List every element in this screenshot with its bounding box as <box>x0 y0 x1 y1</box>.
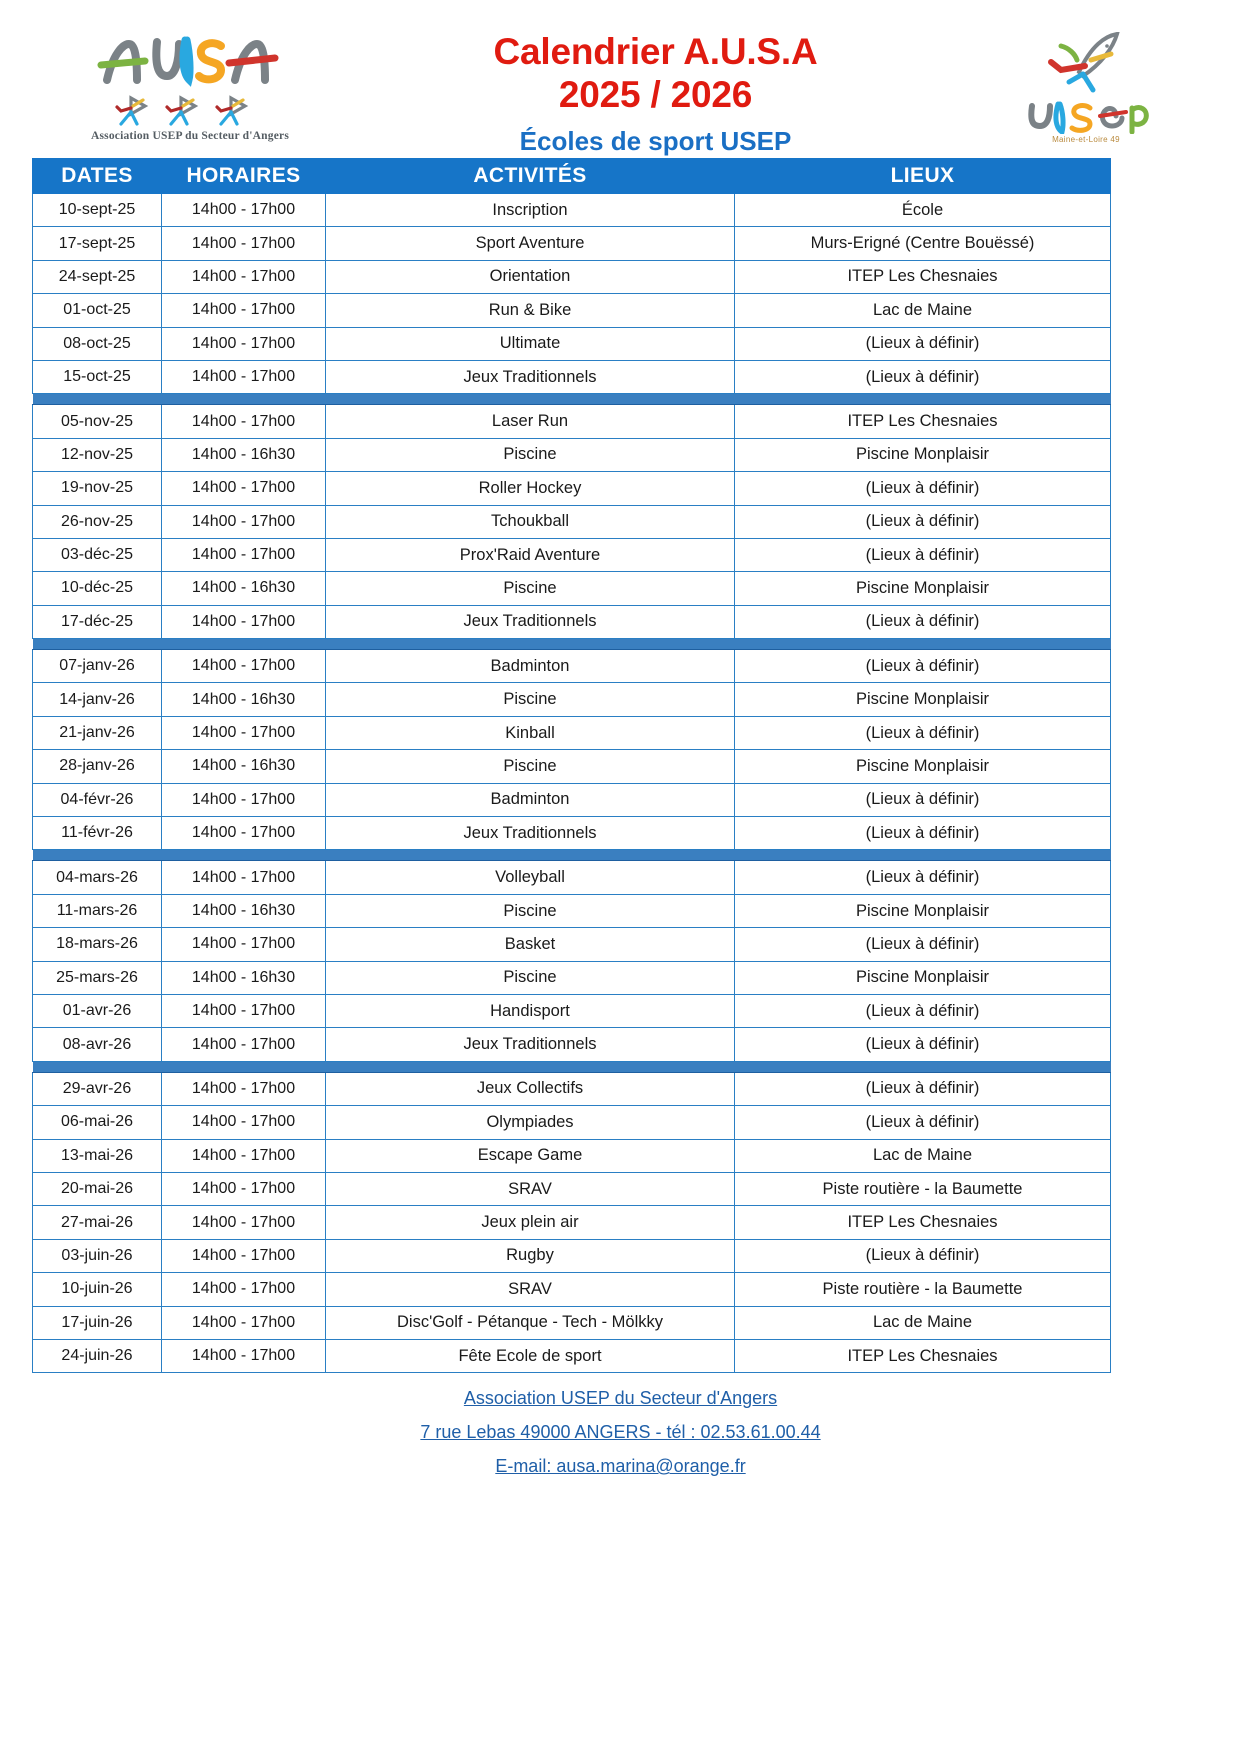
cell-horaires: 14h00 - 17h00 <box>162 716 326 749</box>
cell-date: 12-nov-25 <box>33 438 162 471</box>
calendar-table-wrapper <box>0 158 1241 1373</box>
cell-activite: Badminton <box>326 783 735 816</box>
cell-activite: Fête Ecole de sport <box>326 1339 735 1372</box>
cell-activite: Roller Hockey <box>326 472 735 505</box>
table-row <box>33 572 1111 605</box>
cell-horaires: 14h00 - 17h00 <box>162 505 326 538</box>
footer-address-text: 7 rue Lebas 49000 ANGERS - tél : 02.53.61.00.44 <box>420 1422 821 1443</box>
cell-date: 10-sept-25 <box>33 194 162 227</box>
cell-lieu: ITEP Les Chesnaies <box>735 405 1111 438</box>
cell-horaires: 14h00 - 17h00 <box>162 861 326 894</box>
cell-horaires: 14h00 - 17h00 <box>162 994 326 1027</box>
cell-lieu: Lac de Maine <box>735 1139 1111 1172</box>
cell-lieu: (Lieux à définir) <box>735 472 1111 505</box>
ausa-logo-caption: Association USEP du Secteur d'Angers <box>90 130 290 142</box>
cell-date: 28-janv-26 <box>33 750 162 783</box>
table-row <box>33 327 1111 360</box>
cell-activite: Jeux Traditionnels <box>326 1028 735 1061</box>
table-row <box>33 783 1111 816</box>
cell-horaires: 14h00 - 17h00 <box>162 1106 326 1139</box>
cell-lieu: (Lieux à définir) <box>735 1072 1111 1105</box>
cell-activite: Prox'Raid Aventure <box>326 538 735 571</box>
cell-activite: Rugby <box>326 1239 735 1272</box>
cell-date: 04-févr-26 <box>33 783 162 816</box>
table-row <box>33 1172 1111 1205</box>
cell-lieu: (Lieux à définir) <box>735 994 1111 1027</box>
page-title-line2: 2025 / 2026 <box>558 74 753 116</box>
cell-date: 27-mai-26 <box>33 1206 162 1239</box>
table-row <box>33 1028 1111 1061</box>
cell-lieu: (Lieux à définir) <box>735 1106 1111 1139</box>
table-row <box>33 650 1111 683</box>
cell-activite: Jeux Traditionnels <box>326 605 735 638</box>
cell-lieu: (Lieux à définir) <box>735 928 1111 961</box>
usep-runner-icon <box>971 32 1201 98</box>
separator-cell <box>33 1061 1111 1072</box>
table-row <box>33 194 1111 227</box>
cell-date: 21-janv-26 <box>33 716 162 749</box>
cell-activite: Piscine <box>326 961 735 994</box>
table-row <box>33 260 1111 293</box>
cell-lieu: (Lieux à définir) <box>735 538 1111 571</box>
cell-date: 25-mars-26 <box>33 961 162 994</box>
cell-horaires: 14h00 - 17h00 <box>162 783 326 816</box>
cell-lieu: École <box>735 194 1111 227</box>
page-header <box>0 0 1241 158</box>
footer-association <box>0 1388 1241 1409</box>
cell-lieu: (Lieux à définir) <box>735 360 1111 393</box>
cell-activite: SRAV <box>326 1172 735 1205</box>
cell-activite: Ultimate <box>326 327 735 360</box>
cell-horaires: 14h00 - 17h00 <box>162 327 326 360</box>
cell-horaires: 14h00 - 16h30 <box>162 683 326 716</box>
cell-lieu: (Lieux à définir) <box>735 817 1111 850</box>
cell-date: 20-mai-26 <box>33 1172 162 1205</box>
cell-lieu: (Lieux à définir) <box>735 716 1111 749</box>
cell-horaires: 14h00 - 17h00 <box>162 538 326 571</box>
cell-activite: Piscine <box>326 572 735 605</box>
table-body <box>33 194 1111 1373</box>
table-row <box>33 683 1111 716</box>
cell-lieu: Piscine Monplaisir <box>735 961 1111 994</box>
cell-horaires: 14h00 - 17h00 <box>162 605 326 638</box>
cell-horaires: 14h00 - 17h00 <box>162 1206 326 1239</box>
cell-lieu: Piste routière - la Baumette <box>735 1172 1111 1205</box>
cell-date: 04-mars-26 <box>33 861 162 894</box>
table-row <box>33 472 1111 505</box>
cell-lieu: Murs-Erigné (Centre Bouëssé) <box>735 227 1111 260</box>
cell-activite: Olympiades <box>326 1106 735 1139</box>
separator-cell <box>33 394 1111 405</box>
cell-date: 03-juin-26 <box>33 1239 162 1272</box>
calendar-table <box>32 158 1111 1373</box>
cell-horaires: 14h00 - 17h00 <box>162 1072 326 1105</box>
cell-horaires: 14h00 - 17h00 <box>162 1339 326 1372</box>
cell-activite: Piscine <box>326 683 735 716</box>
cell-lieu: (Lieux à définir) <box>735 861 1111 894</box>
table-row <box>33 438 1111 471</box>
cell-date: 07-janv-26 <box>33 650 162 683</box>
cell-horaires: 14h00 - 17h00 <box>162 817 326 850</box>
cell-activite: Inscription <box>326 194 735 227</box>
cell-lieu: Lac de Maine <box>735 294 1111 327</box>
cell-date: 05-nov-25 <box>33 405 162 438</box>
cell-activite: Laser Run <box>326 405 735 438</box>
ausa-logo <box>40 14 340 142</box>
table-section-separator <box>33 394 1111 405</box>
usep-logo <box>971 14 1201 144</box>
cell-horaires: 14h00 - 16h30 <box>162 961 326 994</box>
cell-activite: SRAV <box>326 1273 735 1306</box>
footer-association-text: Association USEP du Secteur d'Angers <box>463 1388 778 1409</box>
cell-lieu: ITEP Les Chesnaies <box>735 1339 1111 1372</box>
table-row <box>33 227 1111 260</box>
cell-date: 19-nov-25 <box>33 472 162 505</box>
cell-lieu: Piscine Monplaisir <box>735 894 1111 927</box>
cell-date: 14-janv-26 <box>33 683 162 716</box>
usep-wordmark-icon <box>971 98 1201 134</box>
cell-lieu: ITEP Les Chesnaies <box>735 260 1111 293</box>
cell-activite: Disc'Golf - Pétanque - Tech - Mölkky <box>326 1306 735 1339</box>
cell-lieu: (Lieux à définir) <box>735 650 1111 683</box>
cell-date: 17-juin-26 <box>33 1306 162 1339</box>
column-header-dates: DATES <box>33 159 162 194</box>
table-row <box>33 1106 1111 1139</box>
table-row <box>33 817 1111 850</box>
table-row <box>33 1139 1111 1172</box>
cell-activite: Piscine <box>326 750 735 783</box>
cell-date: 11-mars-26 <box>33 894 162 927</box>
column-header-activites: ACTIVITÉS <box>326 159 735 194</box>
table-row <box>33 294 1111 327</box>
cell-activite: Kinball <box>326 716 735 749</box>
cell-lieu: Piste routière - la Baumette <box>735 1273 1111 1306</box>
cell-activite: Jeux Traditionnels <box>326 817 735 850</box>
cell-horaires: 14h00 - 17h00 <box>162 227 326 260</box>
cell-date: 26-nov-25 <box>33 505 162 538</box>
cell-date: 08-avr-26 <box>33 1028 162 1061</box>
cell-horaires: 14h00 - 17h00 <box>162 360 326 393</box>
cell-horaires: 14h00 - 17h00 <box>162 1306 326 1339</box>
cell-horaires: 14h00 - 17h00 <box>162 1172 326 1205</box>
cell-activite: Sport Aventure <box>326 227 735 260</box>
cell-activite: Jeux plein air <box>326 1206 735 1239</box>
table-row <box>33 360 1111 393</box>
cell-date: 29-avr-26 <box>33 1072 162 1105</box>
cell-horaires: 14h00 - 17h00 <box>162 194 326 227</box>
cell-date: 10-juin-26 <box>33 1273 162 1306</box>
cell-activite: Badminton <box>326 650 735 683</box>
ausa-wordmark-icon <box>40 32 340 94</box>
cell-lieu: ITEP Les Chesnaies <box>735 1206 1111 1239</box>
table-row <box>33 1339 1111 1372</box>
table-row <box>33 1239 1111 1272</box>
cell-horaires: 14h00 - 16h30 <box>162 894 326 927</box>
cell-activite: Basket <box>326 928 735 961</box>
cell-lieu: Piscine Monplaisir <box>735 750 1111 783</box>
cell-activite: Volleyball <box>326 861 735 894</box>
table-section-separator <box>33 639 1111 650</box>
cell-horaires: 14h00 - 17h00 <box>162 260 326 293</box>
page-title-line1: Calendrier A.U.S.A <box>493 31 818 72</box>
cell-date: 13-mai-26 <box>33 1139 162 1172</box>
cell-lieu: (Lieux à définir) <box>735 505 1111 538</box>
table-row <box>33 1206 1111 1239</box>
separator-cell <box>33 850 1111 861</box>
cell-date: 01-avr-26 <box>33 994 162 1027</box>
cell-date: 10-déc-25 <box>33 572 162 605</box>
table-header-row <box>33 159 1111 194</box>
cell-activite: Run & Bike <box>326 294 735 327</box>
table-row <box>33 894 1111 927</box>
cell-date: 17-sept-25 <box>33 227 162 260</box>
cell-horaires: 14h00 - 16h30 <box>162 438 326 471</box>
cell-lieu: Piscine Monplaisir <box>735 683 1111 716</box>
cell-lieu: (Lieux à définir) <box>735 327 1111 360</box>
cell-activite: Piscine <box>326 894 735 927</box>
cell-horaires: 14h00 - 17h00 <box>162 405 326 438</box>
cell-horaires: 14h00 - 17h00 <box>162 1028 326 1061</box>
footer-address <box>0 1422 1241 1443</box>
page-footer <box>0 1373 1241 1477</box>
cell-horaires: 14h00 - 17h00 <box>162 1139 326 1172</box>
cell-date: 15-oct-25 <box>33 360 162 393</box>
cell-date: 11-févr-26 <box>33 817 162 850</box>
table-row <box>33 994 1111 1027</box>
cell-date: 01-oct-25 <box>33 294 162 327</box>
cell-activite: Piscine <box>326 438 735 471</box>
cell-activite: Escape Game <box>326 1139 735 1172</box>
cell-activite: Jeux Collectifs <box>326 1072 735 1105</box>
cell-horaires: 14h00 - 17h00 <box>162 928 326 961</box>
cell-lieu: Piscine Monplaisir <box>735 572 1111 605</box>
cell-activite: Handisport <box>326 994 735 1027</box>
page-subtitle: Écoles de sport USEP <box>519 125 792 156</box>
cell-horaires: 14h00 - 17h00 <box>162 1239 326 1272</box>
column-header-lieux: LIEUX <box>735 159 1111 194</box>
cell-horaires: 14h00 - 16h30 <box>162 572 326 605</box>
cell-horaires: 14h00 - 17h00 <box>162 1273 326 1306</box>
ausa-runners-icon <box>40 94 340 128</box>
table-row <box>33 405 1111 438</box>
cell-lieu: (Lieux à définir) <box>735 1239 1111 1272</box>
table-row <box>33 716 1111 749</box>
cell-date: 08-oct-25 <box>33 327 162 360</box>
cell-horaires: 14h00 - 16h30 <box>162 750 326 783</box>
cell-date: 06-mai-26 <box>33 1106 162 1139</box>
table-row <box>33 1306 1111 1339</box>
footer-email <box>0 1456 1241 1477</box>
table-row <box>33 505 1111 538</box>
cell-date: 24-juin-26 <box>33 1339 162 1372</box>
table-row <box>33 928 1111 961</box>
cell-date: 17-déc-25 <box>33 605 162 638</box>
cell-horaires: 14h00 - 17h00 <box>162 472 326 505</box>
table-row <box>33 961 1111 994</box>
footer-email-text[interactable]: E-mail: ausa.marina@orange.fr <box>495 1456 746 1477</box>
cell-lieu: (Lieux à définir) <box>735 783 1111 816</box>
table-head <box>33 159 1111 194</box>
cell-activite: Jeux Traditionnels <box>326 360 735 393</box>
title-block <box>340 14 971 157</box>
table-row <box>33 861 1111 894</box>
cell-activite: Tchoukball <box>326 505 735 538</box>
table-row <box>33 750 1111 783</box>
table-section-separator <box>33 1061 1111 1072</box>
table-row <box>33 605 1111 638</box>
column-header-horaires: HORAIRES <box>162 159 326 194</box>
table-row <box>33 538 1111 571</box>
cell-date: 24-sept-25 <box>33 260 162 293</box>
cell-activite: Orientation <box>326 260 735 293</box>
cell-lieu: Lac de Maine <box>735 1306 1111 1339</box>
cell-lieu: (Lieux à définir) <box>735 605 1111 638</box>
table-section-separator <box>33 850 1111 861</box>
cell-date: 03-déc-25 <box>33 538 162 571</box>
usep-logo-caption: Maine-et-Loire 49 <box>1052 135 1120 144</box>
cell-horaires: 14h00 - 17h00 <box>162 650 326 683</box>
cell-horaires: 14h00 - 17h00 <box>162 294 326 327</box>
cell-lieu: (Lieux à définir) <box>735 1028 1111 1061</box>
cell-date: 18-mars-26 <box>33 928 162 961</box>
table-row <box>33 1072 1111 1105</box>
cell-lieu: Piscine Monplaisir <box>735 438 1111 471</box>
table-row <box>33 1273 1111 1306</box>
separator-cell <box>33 639 1111 650</box>
